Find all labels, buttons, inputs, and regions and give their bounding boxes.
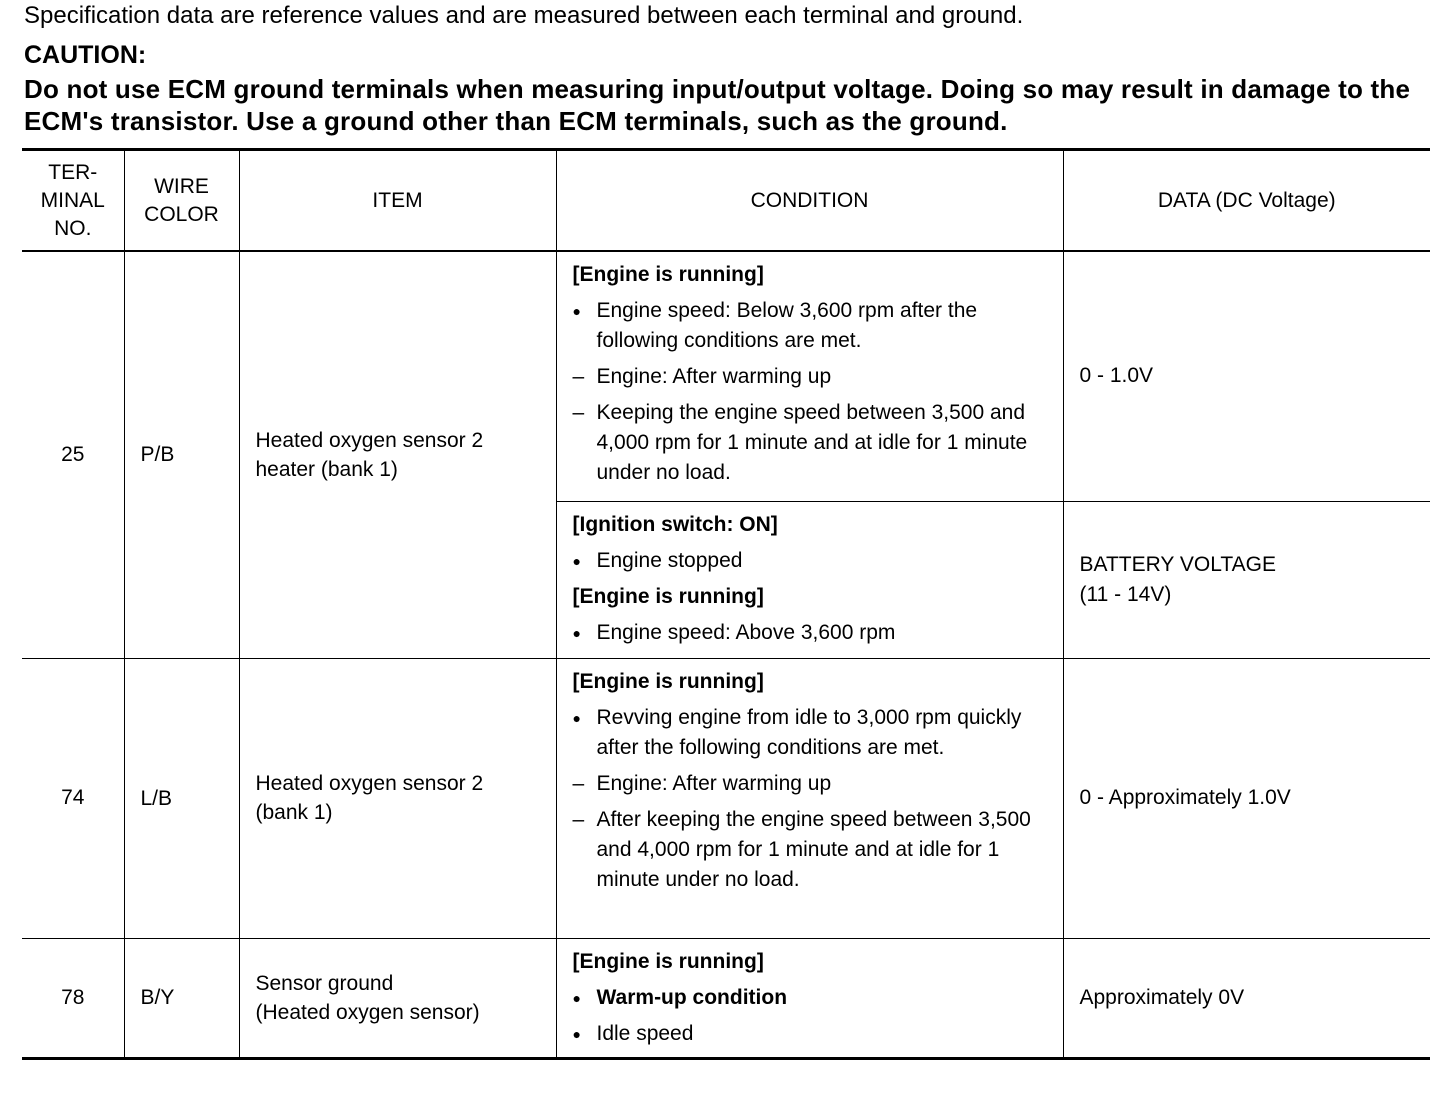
terminal-spec-table [22,148,1430,1060]
terminal-no: 78 [22,938,124,1058]
data-value: BATTERY VOLTAGE (11 - 14V) [1063,501,1430,658]
caution-text: Do not use ECM ground terminals when measuring input/output voltage. Doing so may result in damage to the ECM's transistor. Use a ground other than ECM terminals, such as the ground. [24,74,1411,136]
header-item: ITEM [239,150,556,252]
condition-bullet: ● Engine speed: Above 3,600 rpm [573,618,1053,648]
condition-heading: [Engine is running] [572,584,764,608]
table-row [22,658,1430,938]
condition-dash: – Engine: After warming up [573,769,1053,799]
condition-bullet: ● Revving engine from idle to 3,000 rpm quickly after the following conditions are met. [573,703,1053,763]
header-wire-color: WIRE COLOR [124,150,239,252]
condition-cell [556,658,1063,938]
wire-color: L/B [124,658,239,938]
condition-bullet: ● Engine speed: Below 3,600 rpm after the following conditions are met. [573,296,1053,356]
caution-title: CAUTION: [24,41,147,69]
condition-dash: – After keeping the engine speed between 3,500 and 4,000 rpm for 1 minute and at idle for 1 minute under no load. [573,805,1053,895]
item-cell: Sensor ground (Heated oxygen sensor) [239,938,556,1058]
condition-heading: [Engine is running] [572,669,764,693]
condition-heading: [Engine is running] [572,949,764,973]
item-cell: Heated oxygen sensor 2 heater (bank 1) [239,251,556,658]
header-condition: CONDITION [556,150,1063,252]
condition-cell [556,938,1063,1058]
condition-bullet: ● Idle speed [573,1019,1053,1049]
header-terminal-no: TER- MINAL NO. [22,150,124,252]
wire-color: P/B [124,251,239,658]
item-cell: Heated oxygen sensor 2 (bank 1) [239,658,556,938]
condition-dash: – Engine: After warming up [573,362,1053,392]
condition-heading: [Ignition switch: ON] [572,512,778,536]
condition-cell [556,251,1063,501]
condition-bullet: ● Warm-up condition [573,983,1053,1013]
data-value: Approximately 0V [1063,938,1430,1058]
condition-cell [556,501,1063,658]
condition-dash: – Keeping the engine speed between 3,500 and 4,000 rpm for 1 minute and at idle for 1 minute under no load. [573,398,1053,488]
table-row [22,251,1430,501]
wire-color: B/Y [124,938,239,1058]
data-value: 0 - Approximately 1.0V [1063,658,1430,938]
condition-bullet: ● Engine stopped [573,546,1053,576]
table-header-row [22,150,1430,252]
intro-text: Specification data are reference values and are measured between each terminal and ground. [24,2,1024,29]
terminal-no: 25 [22,251,124,658]
terminal-no: 74 [22,658,124,938]
header-data: DATA (DC Voltage) [1063,150,1430,252]
data-value: 0 - 1.0V [1063,251,1430,501]
condition-heading: [Engine is running] [572,263,764,286]
table-row [22,938,1430,1058]
